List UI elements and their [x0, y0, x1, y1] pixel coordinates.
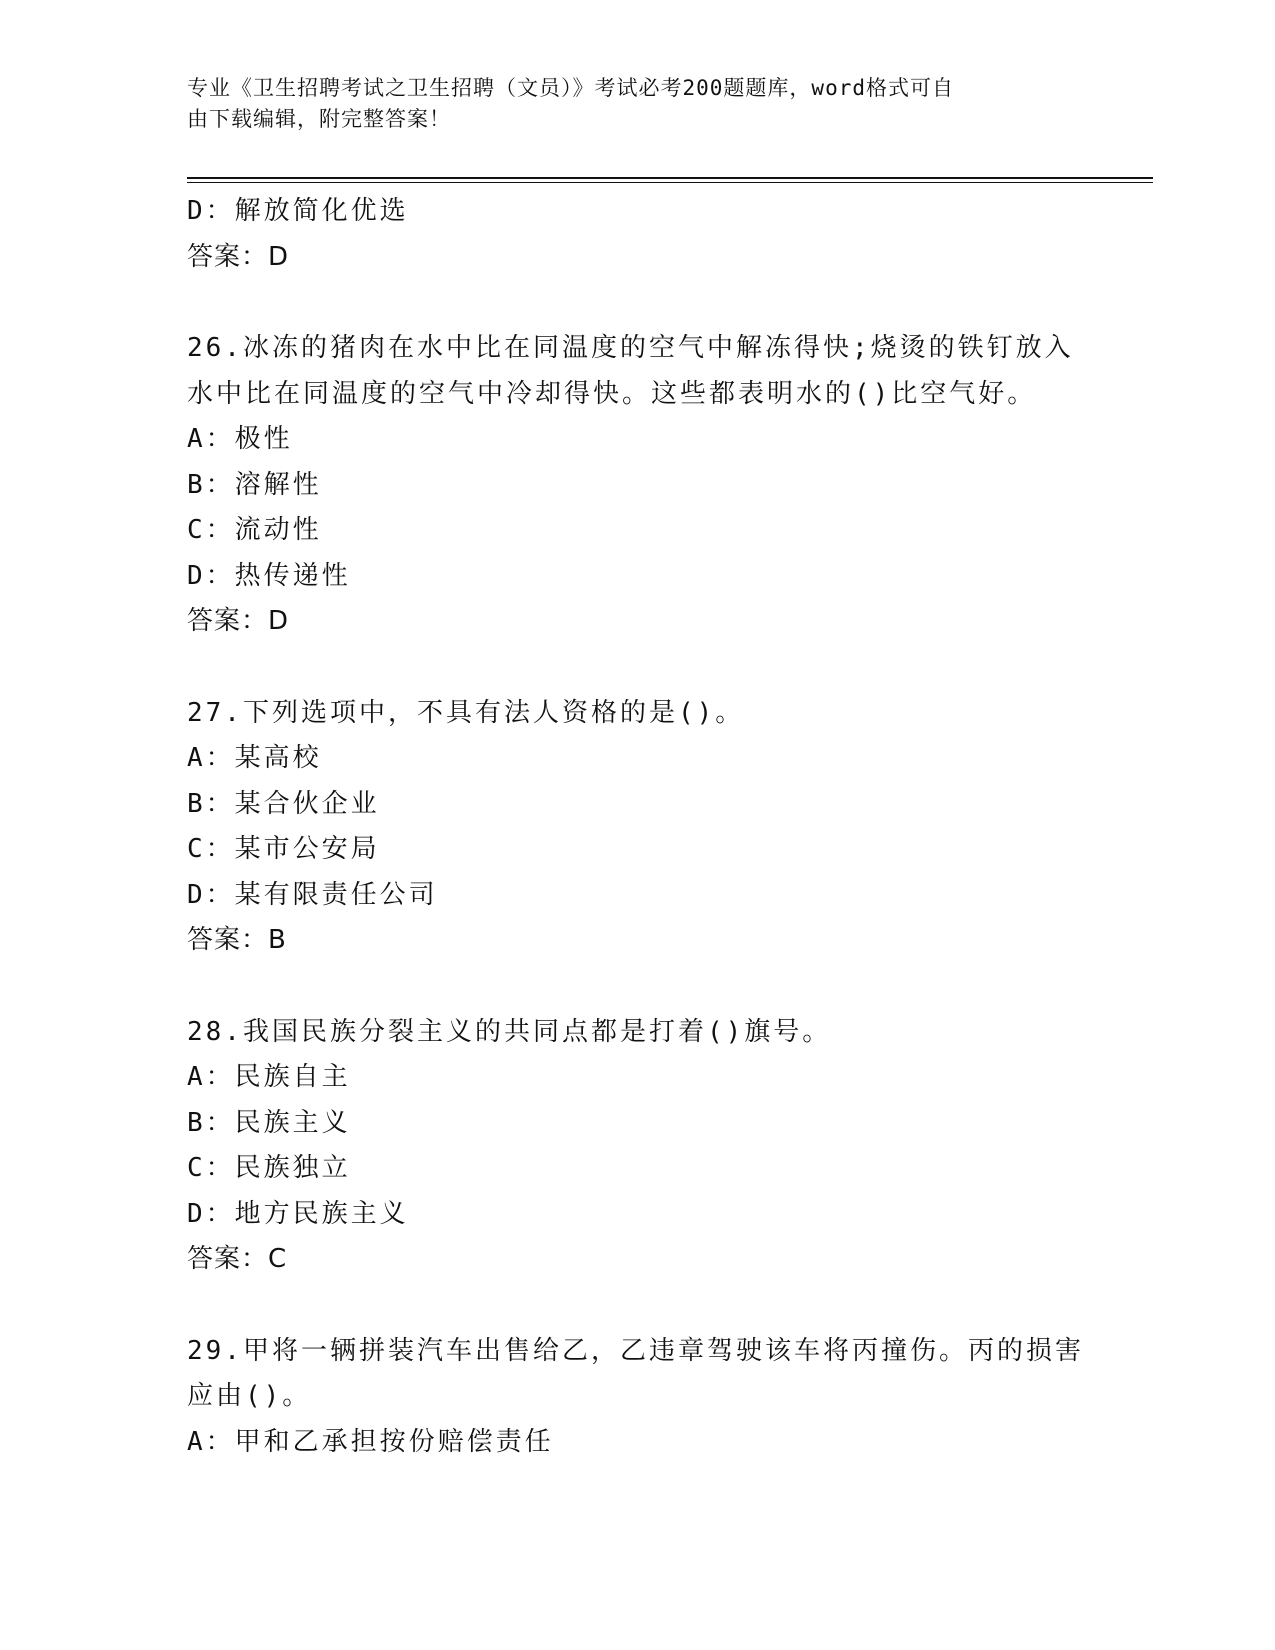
header-rule-thin [187, 182, 1153, 183]
question-text: 28.我国民族分裂主义的共同点都是打着()旗号。 [187, 1016, 832, 1047]
spacer [187, 280, 1087, 326]
option-b: B：民族主义 [187, 1107, 351, 1138]
option-a: A：民族自主 [187, 1062, 351, 1092]
question-text: 水中比在同温度的空气中冷却得快。这些都表明水的()比空气好。 [187, 378, 1037, 409]
header-title-line-2: 由下载编辑，附完整答案！ [187, 107, 451, 131]
answer: 答案：D [187, 606, 290, 636]
option-d: D：地方民族主义 [187, 1198, 409, 1229]
question-text: 应由()。 [187, 1381, 312, 1411]
document-body [187, 189, 1087, 1465]
spacer [187, 645, 1087, 691]
lead-answer: 答案：D [187, 241, 290, 272]
option-c: C：某市公安局 [187, 834, 380, 864]
option-c: C：流动性 [187, 515, 322, 545]
option-b: B：溶解性 [187, 469, 322, 500]
spacer [187, 1283, 1087, 1329]
option-a: A：极性 [187, 424, 293, 454]
answer: 答案：B [187, 925, 287, 955]
question-text: 27.下列选项中，不具有法人资格的是()。 [187, 697, 745, 728]
question-27 [187, 691, 1087, 964]
option-a: A：某高校 [187, 743, 322, 773]
option-a: A：甲和乙承担按份赔偿责任 [187, 1426, 554, 1457]
header-title-line-1: 专业《卫生招聘考试之卫生招聘（文员）》考试必考200题题库，word格式可自 [187, 76, 954, 100]
spacer [187, 964, 1087, 1010]
question-28 [187, 1010, 1087, 1283]
answer: 答案：C [187, 1244, 288, 1274]
question-29 [187, 1329, 1087, 1466]
question-26 [187, 326, 1087, 645]
question-text: 29.甲将一辆拼装汽车出售给乙，乙违章驾驶该车将丙撞伤。丙的损害 [187, 1335, 1084, 1366]
document-header [187, 73, 1087, 135]
lead-option-d: D：解放简化优选 [187, 196, 409, 226]
option-d: D：某有限责任公司 [187, 879, 438, 910]
header-rule-thick [187, 177, 1153, 179]
option-c: C：民族独立 [187, 1153, 351, 1183]
option-b: B：某合伙企业 [187, 788, 380, 819]
option-d: D：热传递性 [187, 560, 351, 591]
question-text: 26.冰冻的猪肉在水中比在同温度的空气中解冻得快;烧烫的铁钉放入 [187, 333, 1074, 363]
